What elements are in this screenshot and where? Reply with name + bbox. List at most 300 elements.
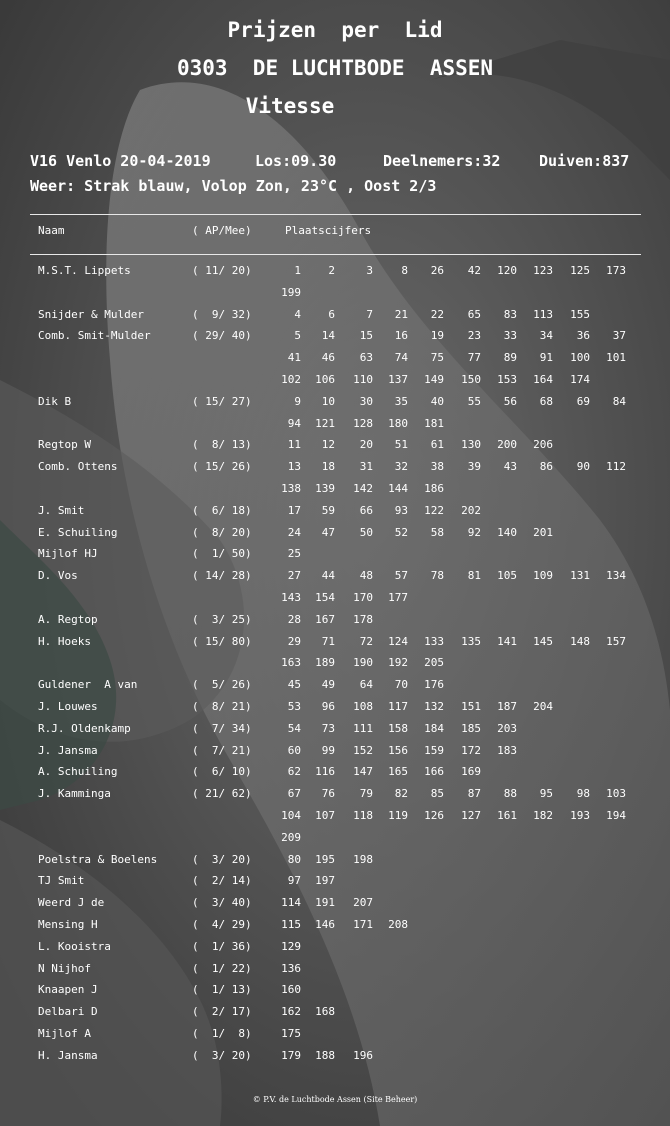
place-number: 87 bbox=[467, 787, 481, 801]
place-number: 27 bbox=[287, 569, 301, 583]
member-ap-mee: ( 3/ 40) bbox=[192, 896, 252, 910]
member-ap-mee: ( 2/ 14) bbox=[192, 874, 252, 888]
place-number: 99 bbox=[321, 743, 335, 757]
place-number: 112 bbox=[606, 460, 626, 474]
place-number: 76 bbox=[321, 787, 335, 801]
member-name: D. Vos bbox=[38, 569, 78, 583]
place-number: 208 bbox=[388, 918, 408, 931]
place-number: 90 bbox=[576, 460, 590, 474]
place-number: 203 bbox=[497, 721, 517, 735]
place-number: 26 bbox=[430, 264, 444, 277]
place-number: 199 bbox=[281, 285, 301, 299]
member-ap-mee: ( 7/ 21) bbox=[192, 743, 252, 757]
place-number: 53 bbox=[287, 700, 301, 713]
member-name: J. Jansma bbox=[38, 743, 98, 757]
member-name: L. Kooistra bbox=[38, 939, 111, 953]
place-number: 69 bbox=[576, 394, 590, 408]
member-ap-mee: ( 1/ 22) bbox=[192, 961, 252, 975]
place-number: 168 bbox=[315, 1005, 335, 1019]
place-number: 185 bbox=[461, 721, 481, 735]
member-ap-mee: ( 3/ 20) bbox=[192, 852, 252, 866]
table-row bbox=[0, 1049, 670, 1071]
place-number: 89 bbox=[503, 351, 517, 365]
place-number: 191 bbox=[315, 896, 335, 910]
place-number: 83 bbox=[503, 307, 517, 321]
place-number: 19 bbox=[430, 329, 444, 343]
table-row bbox=[0, 765, 670, 787]
place-number: 188 bbox=[315, 1048, 335, 1062]
place-number: 157 bbox=[606, 634, 626, 648]
member-ap-mee: ( 8/ 13) bbox=[192, 438, 252, 452]
member-ap-mee: ( 14/ 28) bbox=[192, 569, 252, 583]
table-row bbox=[0, 351, 670, 373]
category-title: Vitesse bbox=[245, 94, 335, 118]
place-number: 162 bbox=[281, 1005, 301, 1019]
member-ap-mee: ( 1/ 8) bbox=[192, 1027, 252, 1040]
place-number: 175 bbox=[281, 1027, 301, 1040]
place-number: 13 bbox=[287, 460, 301, 474]
place-number: 67 bbox=[287, 787, 301, 801]
place-number: 63 bbox=[359, 351, 373, 365]
table-row bbox=[0, 853, 670, 875]
place-number: 9 bbox=[294, 394, 301, 408]
place-number: 16 bbox=[394, 329, 408, 343]
member-ap-mee: ( 6/ 10) bbox=[192, 765, 252, 779]
place-number: 91 bbox=[539, 351, 553, 365]
place-number: 66 bbox=[359, 503, 373, 517]
table-row bbox=[0, 438, 670, 460]
birds-count: Duiven:837 bbox=[539, 152, 630, 170]
place-number: 105 bbox=[497, 569, 517, 583]
place-number: 127 bbox=[461, 809, 481, 822]
place-number: 138 bbox=[281, 482, 301, 495]
member-ap-mee: ( 15/ 27) bbox=[192, 394, 252, 408]
place-number: 141 bbox=[497, 634, 517, 648]
member-name: A. Regtop bbox=[38, 612, 98, 626]
place-number: 51 bbox=[394, 438, 408, 452]
table-row bbox=[0, 918, 670, 940]
place-number: 119 bbox=[388, 809, 408, 822]
table-row bbox=[0, 700, 670, 722]
table-row bbox=[0, 635, 670, 657]
table-row bbox=[0, 896, 670, 918]
member-name: Snijder & Mulder bbox=[38, 307, 144, 321]
table-row bbox=[0, 373, 670, 395]
place-number: 205 bbox=[424, 656, 444, 670]
place-number: 195 bbox=[315, 852, 335, 866]
place-number: 139 bbox=[315, 482, 335, 495]
place-number: 58 bbox=[430, 525, 444, 539]
place-number: 70 bbox=[394, 678, 408, 692]
place-number: 25 bbox=[287, 547, 301, 561]
place-number: 96 bbox=[321, 700, 335, 713]
place-number: 155 bbox=[570, 307, 590, 321]
place-number: 55 bbox=[467, 394, 481, 408]
place-number: 133 bbox=[424, 634, 444, 648]
place-number: 207 bbox=[353, 896, 373, 910]
place-number: 77 bbox=[467, 351, 481, 365]
member-name: J. Smit bbox=[38, 503, 85, 517]
table-row bbox=[0, 1005, 670, 1027]
place-number: 209 bbox=[281, 830, 301, 844]
place-number: 62 bbox=[287, 765, 301, 779]
place-number: 134 bbox=[606, 569, 626, 583]
table-row bbox=[0, 482, 670, 504]
place-number: 158 bbox=[388, 721, 408, 735]
table-row bbox=[0, 329, 670, 351]
member-name: H. Hoeks bbox=[38, 634, 91, 648]
header-divider-bottom bbox=[30, 254, 641, 255]
place-number: 104 bbox=[281, 809, 301, 822]
member-name: N Nijhof bbox=[38, 961, 91, 975]
member-ap-mee: ( 1/ 50) bbox=[192, 547, 252, 561]
place-number: 22 bbox=[430, 307, 444, 321]
place-number: 74 bbox=[394, 351, 408, 365]
member-ap-mee: ( 15/ 80) bbox=[192, 634, 252, 648]
place-number: 79 bbox=[359, 787, 373, 801]
place-number: 81 bbox=[467, 569, 481, 583]
place-number: 131 bbox=[570, 569, 590, 583]
place-number: 30 bbox=[359, 394, 373, 408]
place-number: 12 bbox=[321, 438, 335, 452]
place-number: 54 bbox=[287, 721, 301, 735]
place-number: 71 bbox=[321, 634, 335, 648]
table-row bbox=[0, 547, 670, 569]
place-number: 100 bbox=[570, 351, 590, 365]
place-number: 93 bbox=[394, 503, 408, 517]
place-number: 124 bbox=[388, 634, 408, 648]
place-number: 28 bbox=[287, 612, 301, 626]
place-number: 88 bbox=[503, 787, 517, 801]
header-divider-top bbox=[30, 214, 641, 215]
place-number: 29 bbox=[287, 634, 301, 648]
member-ap-mee: ( 15/ 26) bbox=[192, 460, 252, 474]
place-number: 164 bbox=[533, 373, 553, 386]
place-number: 126 bbox=[424, 809, 444, 822]
place-number: 167 bbox=[315, 612, 335, 626]
member-name: Dik B bbox=[38, 394, 72, 408]
flight-info: V16 Venlo 20-04-2019 bbox=[30, 152, 211, 170]
place-number: 142 bbox=[353, 482, 373, 495]
place-number: 59 bbox=[321, 503, 335, 517]
place-number: 196 bbox=[353, 1048, 373, 1062]
place-number: 123 bbox=[533, 264, 553, 277]
place-number: 98 bbox=[576, 787, 590, 801]
place-number: 78 bbox=[430, 569, 444, 583]
place-number: 3 bbox=[366, 264, 373, 277]
place-number: 183 bbox=[497, 743, 517, 757]
table-row bbox=[0, 678, 670, 700]
place-number: 23 bbox=[467, 329, 481, 343]
place-number: 169 bbox=[461, 765, 481, 779]
place-number: 97 bbox=[287, 874, 301, 888]
place-number: 43 bbox=[503, 460, 517, 474]
table-row bbox=[0, 744, 670, 766]
place-number: 6 bbox=[328, 307, 335, 321]
place-number: 82 bbox=[394, 787, 408, 801]
member-ap-mee: ( 8/ 21) bbox=[192, 700, 252, 713]
place-number: 160 bbox=[281, 983, 301, 997]
place-number: 182 bbox=[533, 809, 553, 822]
table-row bbox=[0, 591, 670, 613]
place-number: 146 bbox=[315, 918, 335, 931]
place-number: 177 bbox=[388, 591, 408, 604]
place-number: 114 bbox=[281, 896, 301, 910]
place-number: 109 bbox=[533, 569, 553, 583]
place-number: 72 bbox=[359, 634, 373, 648]
place-number: 35 bbox=[394, 394, 408, 408]
place-number: 11 bbox=[287, 438, 301, 452]
place-number: 161 bbox=[497, 809, 517, 822]
place-number: 198 bbox=[353, 852, 373, 866]
weather-info: Weer: Strak blauw, Volop Zon, 23°C , Oost 2/3 bbox=[30, 177, 437, 195]
place-number: 125 bbox=[570, 264, 590, 277]
place-number: 192 bbox=[388, 656, 408, 670]
place-number: 14 bbox=[321, 329, 335, 343]
place-number: 34 bbox=[539, 329, 553, 343]
member-ap-mee: ( 4/ 29) bbox=[192, 918, 252, 931]
place-number: 165 bbox=[388, 765, 408, 779]
place-number: 113 bbox=[533, 307, 553, 321]
place-number: 56 bbox=[503, 394, 517, 408]
place-number: 108 bbox=[353, 700, 373, 713]
member-ap-mee: ( 3/ 25) bbox=[192, 612, 252, 626]
place-number: 39 bbox=[467, 460, 481, 474]
table-row bbox=[0, 962, 670, 984]
place-number: 180 bbox=[388, 416, 408, 430]
place-number: 5 bbox=[294, 329, 301, 343]
place-number: 181 bbox=[424, 416, 444, 430]
place-number: 156 bbox=[388, 743, 408, 757]
place-number: 110 bbox=[353, 373, 373, 386]
place-number: 184 bbox=[424, 721, 444, 735]
member-name: Poelstra & Boelens bbox=[38, 852, 158, 866]
place-number: 171 bbox=[353, 918, 373, 931]
place-number: 46 bbox=[321, 351, 335, 365]
table-row bbox=[0, 569, 670, 591]
place-number: 163 bbox=[281, 656, 301, 670]
place-number: 41 bbox=[287, 351, 301, 365]
place-number: 4 bbox=[294, 307, 301, 321]
table-row bbox=[0, 722, 670, 744]
table-row bbox=[0, 395, 670, 417]
table-row bbox=[0, 526, 670, 548]
column-header-name: Naam bbox=[38, 224, 65, 237]
table-row bbox=[0, 874, 670, 896]
place-number: 33 bbox=[503, 329, 517, 343]
place-number: 166 bbox=[424, 765, 444, 779]
member-name: Delbari D bbox=[38, 1005, 98, 1019]
member-ap-mee: ( 2/ 17) bbox=[192, 1005, 252, 1019]
place-number: 73 bbox=[321, 721, 335, 735]
table-row bbox=[0, 613, 670, 635]
table-row bbox=[0, 308, 670, 330]
place-number: 21 bbox=[394, 307, 408, 321]
member-name: A. Schuiling bbox=[38, 765, 118, 779]
place-number: 31 bbox=[359, 460, 373, 474]
place-number: 40 bbox=[430, 394, 444, 408]
place-number: 10 bbox=[321, 394, 335, 408]
member-name: Mijlof A bbox=[38, 1027, 91, 1040]
place-number: 189 bbox=[315, 656, 335, 670]
place-number: 64 bbox=[359, 678, 373, 692]
table-row bbox=[0, 1027, 670, 1049]
place-number: 115 bbox=[281, 918, 301, 931]
place-number: 20 bbox=[359, 438, 373, 452]
member-ap-mee: ( 5/ 26) bbox=[192, 678, 252, 692]
place-number: 1 bbox=[294, 264, 301, 277]
table-row bbox=[0, 264, 670, 286]
place-number: 204 bbox=[533, 700, 553, 713]
place-number: 52 bbox=[394, 525, 408, 539]
member-ap-mee: ( 6/ 18) bbox=[192, 503, 252, 517]
place-number: 172 bbox=[461, 743, 481, 757]
place-number: 136 bbox=[281, 961, 301, 975]
table-row bbox=[0, 286, 670, 308]
place-number: 201 bbox=[533, 525, 553, 539]
table-row bbox=[0, 831, 670, 853]
place-number: 48 bbox=[359, 569, 373, 583]
table-row bbox=[0, 809, 670, 831]
club-name: 0303 DE LUCHTBODE ASSEN bbox=[176, 56, 494, 80]
member-name: H. Jansma bbox=[38, 1048, 98, 1062]
member-name: J. Kamminga bbox=[38, 787, 111, 801]
place-number: 24 bbox=[287, 525, 301, 539]
place-number: 153 bbox=[497, 373, 517, 386]
place-number: 190 bbox=[353, 656, 373, 670]
place-number: 122 bbox=[424, 503, 444, 517]
place-number: 173 bbox=[606, 264, 626, 277]
member-name: Weerd J de bbox=[38, 896, 105, 910]
place-number: 135 bbox=[461, 634, 481, 648]
place-number: 174 bbox=[570, 373, 590, 386]
place-number: 128 bbox=[353, 416, 373, 430]
place-number: 65 bbox=[467, 307, 481, 321]
place-number: 7 bbox=[366, 307, 373, 321]
place-number: 187 bbox=[497, 700, 517, 713]
place-number: 179 bbox=[281, 1048, 301, 1062]
place-number: 80 bbox=[287, 852, 301, 866]
place-number: 178 bbox=[353, 612, 373, 626]
place-number: 150 bbox=[461, 373, 481, 386]
place-number: 194 bbox=[606, 809, 626, 822]
place-number: 47 bbox=[321, 525, 335, 539]
place-number: 75 bbox=[430, 351, 444, 365]
member-name: Mensing H bbox=[38, 918, 98, 931]
place-number: 84 bbox=[612, 394, 626, 408]
place-number: 85 bbox=[430, 787, 444, 801]
place-number: 42 bbox=[467, 264, 481, 277]
place-number: 144 bbox=[388, 482, 408, 495]
member-name: Knaapen J bbox=[38, 983, 98, 997]
place-number: 103 bbox=[606, 787, 626, 801]
member-ap-mee: ( 3/ 20) bbox=[192, 1048, 252, 1062]
place-number: 137 bbox=[388, 373, 408, 386]
place-number: 15 bbox=[359, 329, 373, 343]
place-number: 38 bbox=[430, 460, 444, 474]
participants-count: Deelnemers:32 bbox=[383, 152, 501, 170]
footer-copyright: © P.V. de Luchtbode Assen (Site Beheer) bbox=[252, 1095, 418, 1104]
member-ap-mee: ( 21/ 62) bbox=[192, 787, 252, 801]
member-ap-mee: ( 8/ 20) bbox=[192, 525, 252, 539]
table-row bbox=[0, 787, 670, 809]
member-name: Regtop W bbox=[38, 438, 91, 452]
table-row bbox=[0, 417, 670, 439]
place-number: 8 bbox=[401, 264, 408, 277]
member-ap-mee: ( 29/ 40) bbox=[192, 329, 252, 343]
member-ap-mee: ( 1/ 36) bbox=[192, 939, 252, 953]
member-ap-mee: ( 7/ 34) bbox=[192, 721, 252, 735]
place-number: 149 bbox=[424, 373, 444, 386]
member-name: Comb. Ottens bbox=[38, 460, 118, 474]
place-number: 68 bbox=[539, 394, 553, 408]
place-number: 170 bbox=[353, 591, 373, 604]
member-name: Guldener A van bbox=[38, 678, 138, 692]
table-row bbox=[0, 504, 670, 526]
place-number: 145 bbox=[533, 634, 553, 648]
place-number: 2 bbox=[328, 264, 335, 277]
place-number: 129 bbox=[281, 939, 301, 953]
place-number: 36 bbox=[576, 329, 590, 343]
place-number: 116 bbox=[315, 765, 335, 779]
place-number: 151 bbox=[461, 700, 481, 713]
member-name: E. Schuiling bbox=[38, 525, 118, 539]
member-name: TJ Smit bbox=[38, 874, 85, 888]
place-number: 37 bbox=[612, 329, 626, 343]
member-ap-mee: ( 9/ 32) bbox=[192, 307, 252, 321]
place-number: 117 bbox=[388, 700, 408, 713]
place-number: 121 bbox=[315, 416, 335, 430]
place-number: 94 bbox=[287, 416, 301, 430]
member-ap-mee: ( 11/ 20) bbox=[192, 264, 252, 277]
place-number: 18 bbox=[321, 460, 335, 474]
place-number: 111 bbox=[353, 721, 373, 735]
place-number: 206 bbox=[533, 438, 553, 452]
place-number: 143 bbox=[281, 591, 301, 604]
place-number: 147 bbox=[353, 765, 373, 779]
member-name: M.S.T. Lippets bbox=[38, 264, 131, 277]
place-number: 120 bbox=[497, 264, 517, 277]
place-number: 32 bbox=[394, 460, 408, 474]
place-number: 44 bbox=[321, 569, 335, 583]
place-number: 95 bbox=[539, 787, 553, 801]
column-header-places: Plaatscijfers bbox=[285, 224, 372, 237]
table-row bbox=[0, 940, 670, 962]
place-number: 106 bbox=[315, 373, 335, 386]
place-number: 60 bbox=[287, 743, 301, 757]
member-name: J. Louwes bbox=[38, 700, 98, 713]
page-title: Prijzen per Lid bbox=[227, 18, 443, 42]
place-number: 49 bbox=[321, 678, 335, 692]
place-number: 159 bbox=[424, 743, 444, 757]
place-number: 86 bbox=[539, 460, 553, 474]
place-number: 57 bbox=[394, 569, 408, 583]
place-number: 61 bbox=[430, 438, 444, 452]
place-number: 148 bbox=[570, 634, 590, 648]
place-number: 152 bbox=[353, 743, 373, 757]
place-number: 193 bbox=[570, 809, 590, 822]
member-name: Mijlof HJ bbox=[38, 547, 98, 561]
place-number: 101 bbox=[606, 351, 626, 365]
place-number: 200 bbox=[497, 438, 517, 452]
table-row bbox=[0, 983, 670, 1005]
place-number: 118 bbox=[353, 809, 373, 822]
release-time: Los:09.30 bbox=[255, 152, 337, 170]
place-number: 17 bbox=[287, 503, 301, 517]
place-number: 176 bbox=[424, 678, 444, 692]
table-row bbox=[0, 656, 670, 678]
place-number: 132 bbox=[424, 700, 444, 713]
